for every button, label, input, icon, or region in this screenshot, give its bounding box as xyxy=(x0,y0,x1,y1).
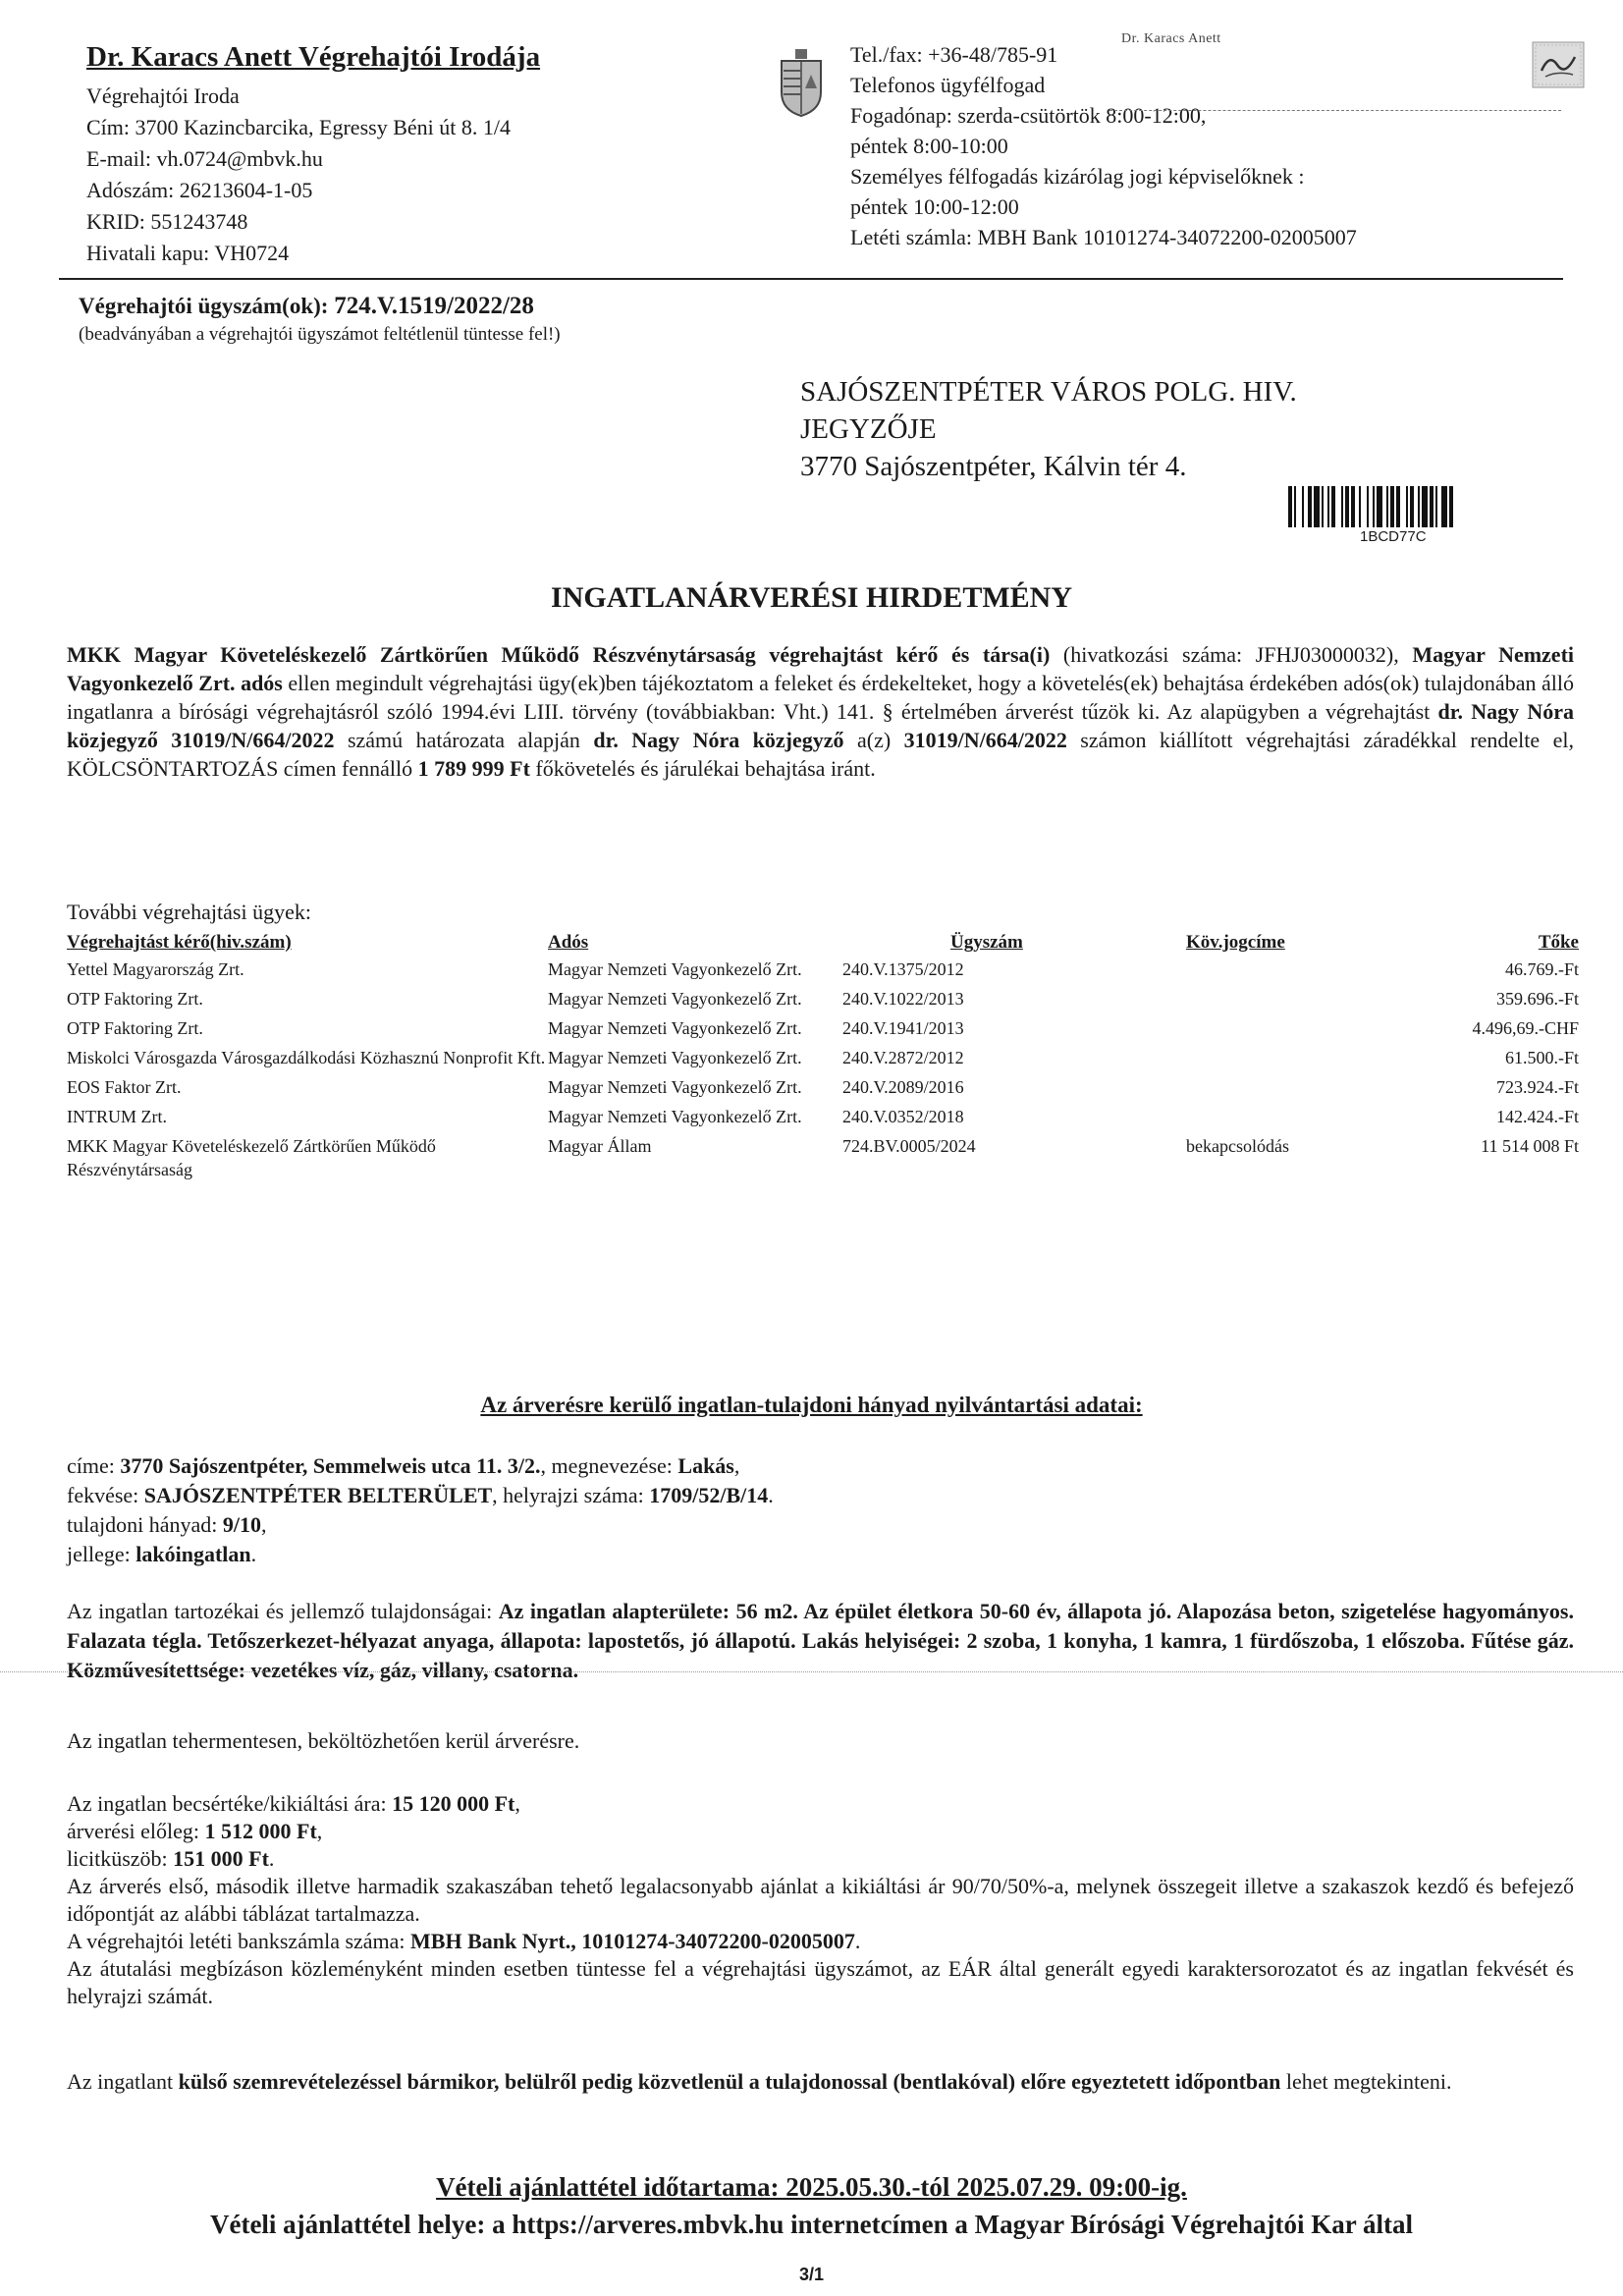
punctuation: , xyxy=(260,1512,267,1537)
office-contact xyxy=(850,39,1357,252)
table-cell xyxy=(1186,1075,1441,1105)
column-header: Ügyszám xyxy=(950,932,1023,953)
office-name: Dr. Karacs Anett Végrehajtói Irodája xyxy=(86,41,541,73)
other-cases-heading: További végrehajtási ügyek: xyxy=(67,900,311,924)
debtor-name: Magyar Nemzeti Vagyonkezelő Zrt. adós xyxy=(67,642,1575,695)
table-cell: OTP Faktoring Zrt. xyxy=(67,989,203,1009)
document-title: INGATLANÁRVERÉSI HIRDETMÉNY xyxy=(551,581,1072,614)
table-cell: bekapcsolódás xyxy=(1186,1136,1289,1156)
table-cell: 240.V.1375/2012 xyxy=(842,959,964,979)
principal-amount: 1 789 999 Ft xyxy=(417,756,530,781)
intro-text: főkövetelés és járulékai behajtása iránt. xyxy=(529,756,876,781)
property-registry-data xyxy=(67,1451,774,1569)
property-location: SAJÓSZENTPÉTER BELTERÜLET xyxy=(143,1483,493,1507)
table-row xyxy=(67,1105,1579,1134)
barcode-code: 1BCD77C xyxy=(1360,528,1427,545)
intro-text: számon kiállított végrehajtási záradékkal rendelte el, KÖLCSÖNTARTOZÁS címen fennálló xyxy=(67,728,1574,781)
table-cell: Magyar Nemzeti Vagyonkezelő Zrt. xyxy=(548,1018,802,1038)
punctuation: . xyxy=(768,1483,774,1507)
office-email: E-mail: vh.0724@mbvk.hu xyxy=(86,146,323,171)
field-label: tulajdoni hányad: xyxy=(67,1512,223,1537)
column-header: Végrehajtást kérő(hiv.szám) xyxy=(67,932,292,953)
table-cell: Magyar Nemzeti Vagyonkezelő Zrt. xyxy=(548,959,802,979)
column-header: Tőke xyxy=(1538,932,1579,953)
table-row xyxy=(67,957,1579,987)
table-cell: INTRUM Zrt. xyxy=(67,1107,167,1126)
table-cell: 240.V.1022/2013 xyxy=(842,989,964,1009)
page-number: 3/1 xyxy=(798,2265,825,2284)
column-header: Adós xyxy=(548,932,589,953)
table-row xyxy=(67,1134,1579,1187)
punctuation: , xyxy=(316,1819,323,1843)
contact-deposit-account: Letéti számla: MBH Bank 10101274-34072200-02005007 xyxy=(850,225,1357,249)
case-number-label: Végrehajtói ügyszám(ok): xyxy=(79,294,335,318)
price-line xyxy=(67,1790,1574,1818)
table-cell: Magyar Állam xyxy=(548,1136,652,1156)
table-cell: 4.496,69.-CHF xyxy=(1472,1018,1579,1038)
property-location-line xyxy=(67,1481,774,1510)
deposit-line xyxy=(67,1818,1574,1845)
field-label: licitküszöb: xyxy=(67,1846,174,1871)
punctuation: . xyxy=(250,1542,257,1566)
notary-name: dr. Nagy Nóra közjegyző xyxy=(593,728,844,752)
property-parcel-number: 1709/52/B/14 xyxy=(649,1483,769,1507)
field-label: jellege: xyxy=(67,1542,136,1566)
table-cell xyxy=(1186,1016,1441,1046)
property-character-line xyxy=(67,1540,774,1569)
table-cell: Yettel Magyarország Zrt. xyxy=(67,959,244,979)
table-cell: Miskolci Városgazda Városgazdálkodási Közhasznú Nonprofit Kft. xyxy=(67,1048,546,1067)
property-address-line xyxy=(67,1451,774,1481)
contact-phone-hours: Telefonos ügyfélfogad xyxy=(850,73,1046,97)
contact-reception-friday: péntek 8:00-10:00 xyxy=(850,134,1008,158)
recipient-line: 3770 Sajószentpéter, Kálvin tér 4. xyxy=(800,451,1187,482)
viewing-text: lehet megtekinteni. xyxy=(1280,2069,1452,2094)
table-cell: 723.924.-Ft xyxy=(1495,1077,1579,1097)
auction-stages-text: Az árverés első, második illetve harmadik szakaszában tehető legalacsonyabb ajánlat a kikiáltási ár 90/70/50%-a, melynek összegeit illetve a szakaszok kezdő és befejező időpontját az alábbi táblázat tartalmazza. xyxy=(67,1874,1574,1926)
account-line xyxy=(67,1928,1574,1955)
field-label: A végrehajtói letéti bankszámla száma: xyxy=(67,1929,411,1953)
creditor-name: MKK Magyar Követeléskezelő Zártkörűen Működő Részvénytársaság végrehajtást kérő és társa(i) xyxy=(67,642,1051,667)
table-cell: 359.696.-Ft xyxy=(1495,989,1579,1009)
field-label: Az ingatlan becsértéke/kikiáltási ára: xyxy=(67,1791,393,1816)
recipient-line: JEGYZŐJE xyxy=(800,413,937,445)
table-cell: EOS Faktor Zrt. xyxy=(67,1077,182,1097)
table-cell: 11 514 008 Ft xyxy=(1481,1136,1579,1156)
column-header: Köv.jogcíme xyxy=(1186,932,1285,953)
other-cases-table xyxy=(67,930,1579,1187)
intro-text: számú határozata alapján xyxy=(334,728,594,752)
contact-legal-hours: péntek 10:00-12:00 xyxy=(850,194,1019,219)
field-label: címe: xyxy=(67,1453,121,1478)
recipient-line: SAJÓSZENTPÉTER VÁROS POLG. HIV. xyxy=(800,376,1297,408)
features-label: Az ingatlan tartozékai és jellemző tulajdonságai: xyxy=(67,1599,499,1623)
table-row xyxy=(67,1016,1579,1046)
clause-reference: 31019/N/664/2022 xyxy=(903,728,1067,752)
intro-paragraph xyxy=(67,640,1574,783)
table-cell: Magyar Nemzeti Vagyonkezelő Zrt. xyxy=(548,1077,802,1097)
table-cell: Magyar Nemzeti Vagyonkezelő Zrt. xyxy=(548,1107,802,1126)
header-divider xyxy=(59,278,1563,280)
barcode xyxy=(1288,486,1512,527)
table-cell: 240.V.0352/2018 xyxy=(842,1107,964,1126)
contact-phone: Tel./fax: +36-48/785-91 xyxy=(850,42,1058,67)
case-number-line xyxy=(79,293,534,320)
notary-reference: dr. Nagy Nóra közjegyző 31019/N/664/2022 xyxy=(67,699,1574,752)
transfer-instructions: Az átutalási megbízáson közleményként minden esetben tüntesse fel a végrehajtási ügyszámot, az EÁR által generált egyedi karaktersorozatot és az ingatlan fekvését és helyrajzi számát. xyxy=(67,1956,1574,2008)
property-character: lakóingatlan xyxy=(135,1542,251,1566)
offer-place: Vételi ajánlattétel helye: a https://arveres.mbvk.hu internetcímen a Magyar Bírósági Végrehajtói Kar által xyxy=(209,2210,1414,2239)
bid-step: 151 000 Ft xyxy=(173,1846,269,1871)
table-cell xyxy=(1186,1105,1441,1134)
table-row xyxy=(67,1075,1579,1105)
field-label: , megnevezése: xyxy=(540,1453,678,1478)
property-type: Lakás xyxy=(677,1453,734,1478)
property-share-line xyxy=(67,1510,774,1540)
intro-text: ellen megindult végrehajtási ügy(ek)ben tájékoztatom a feleket és érdekelteket, hogy a követelés(ek) behajtása érdekében adós(ok) tulajdonában álló ingatlanra a bírósági végrehajtásról szóló 1994.évi LIII. törvény (továbbiakban: Vht.) 141. § értelmében árverést tűzök ki. Az alapügyben a végrehajtást xyxy=(67,671,1574,724)
office-type: Végrehajtói Iroda xyxy=(86,83,240,108)
table-cell: 240.V.2089/2016 xyxy=(842,1077,964,1097)
contact-legal-reception: Személyes félfogadás kizárólag jogi képviselőknek : xyxy=(850,164,1305,189)
step-line xyxy=(67,1845,1574,1873)
office-gateway: Hivatali kapu: VH0724 xyxy=(86,241,290,265)
property-share: 9/10 xyxy=(222,1512,261,1537)
viewing-text: Az ingatlant xyxy=(67,2069,179,2094)
office-krid: KRID: 551243748 xyxy=(86,209,248,234)
coat-of-arms-icon xyxy=(776,49,827,118)
pricing-section xyxy=(67,1790,1574,2010)
table-cell xyxy=(1186,1046,1441,1075)
table-cell: 61.500.-Ft xyxy=(1504,1048,1579,1067)
office-address: Cím: 3700 Kazincbarcika, Egressy Béni út 8. 1/4 xyxy=(86,115,511,139)
table-cell xyxy=(1186,957,1441,987)
office-details xyxy=(86,81,511,269)
office-tax-number: Adószám: 26213604-1-05 xyxy=(86,178,313,202)
table-cell: OTP Faktoring Zrt. xyxy=(67,1018,203,1038)
intro-text: (hivatkozási száma: JFHJ03000032), xyxy=(1050,642,1413,667)
features-text: Az ingatlan alapterülete: 56 m2. Az épület életkora 50-60 év, állapota jó. Alapozása beton, szigetelése hagyományos. Falazata tégla. Tetőszerkezet-hélyazat anyaga, állapota: lapostetős, jó állapotú. Lakás helyiségei: 2 szoba, 1 konyha, 1 kamra, 1 fürdőszoba, 1 előszoba. Fűtése gáz. Közművesítettsége: vezetékes víz, gáz, villany, csatorna. xyxy=(67,1599,1574,1682)
deposit-account: MBH Bank Nyrt., 10101274-34072200-02005007 xyxy=(410,1929,855,1953)
table-row xyxy=(67,987,1579,1016)
table-header-row xyxy=(67,930,1579,957)
table-cell: 240.V.1941/2013 xyxy=(842,1018,964,1038)
table-cell: Magyar Nemzeti Vagyonkezelő Zrt. xyxy=(548,1048,802,1067)
punctuation: , xyxy=(733,1453,740,1478)
table-cell xyxy=(1186,987,1441,1016)
table-cell: Magyar Nemzeti Vagyonkezelő Zrt. xyxy=(548,989,802,1009)
field-label: fekvése: xyxy=(67,1483,144,1507)
auction-deposit: 1 512 000 Ft xyxy=(204,1819,317,1843)
punctuation: . xyxy=(854,1929,861,1953)
field-label: , helyrajzi száma: xyxy=(492,1483,650,1507)
viewing-conditions: külső szemrevételezéssel bármikor, belülről pedig közvetlenül a tulajdonossal (bentlakóval) előre egyeztetett időpontban xyxy=(178,2069,1281,2094)
punctuation: , xyxy=(514,1791,520,1816)
table-cell: 724.BV.0005/2024 xyxy=(842,1136,976,1156)
recipient-address xyxy=(800,373,1297,485)
contact-reception-days: Fogadónap: szerda-csütörtök 8:00-12:00, xyxy=(850,103,1207,128)
table-cell: 240.V.2872/2012 xyxy=(842,1048,964,1067)
case-number: 724.V.1519/2022/28 xyxy=(334,293,534,319)
table-cell: 142.424.-Ft xyxy=(1495,1107,1579,1126)
offer-period: Vételi ajánlattétel időtartama: 2025.05.30.-tól 2025.07.29. 09:00-ig. xyxy=(436,2172,1187,2202)
table-row xyxy=(67,1046,1579,1075)
punctuation: . xyxy=(268,1846,275,1871)
signature-stamp: Dr. Karacs Anett xyxy=(1121,31,1221,46)
table-cell: 46.769.-Ft xyxy=(1504,959,1579,979)
registry-heading: Az árverésre kerülő ingatlan-tulajdoni hányad nyilvántartási adatai: xyxy=(480,1393,1143,1417)
stamp-border xyxy=(1109,110,1561,111)
property-address: 3770 Sajószentpéter, Semmelweis utca 11. 3/2. xyxy=(120,1453,541,1478)
viewing-note xyxy=(67,2067,1574,2097)
intro-text: a(z) xyxy=(843,728,904,752)
signature-logo-icon xyxy=(1532,41,1585,88)
starting-price: 15 120 000 Ft xyxy=(392,1791,515,1816)
scan-fold-line xyxy=(0,1671,1623,1672)
table-cell: MKK Magyar Követeléskezelő Zártkörűen Működő Részvénytársaság xyxy=(67,1136,436,1179)
encumbrance-note: Az ingatlan tehermentesen, beköltözhetően kerül árverésre. xyxy=(67,1728,580,1753)
field-label: árverési előleg: xyxy=(67,1819,205,1843)
case-number-note: (beadványában a végrehajtói ügyszámot feltétlenül tüntesse fel!) xyxy=(79,324,561,345)
